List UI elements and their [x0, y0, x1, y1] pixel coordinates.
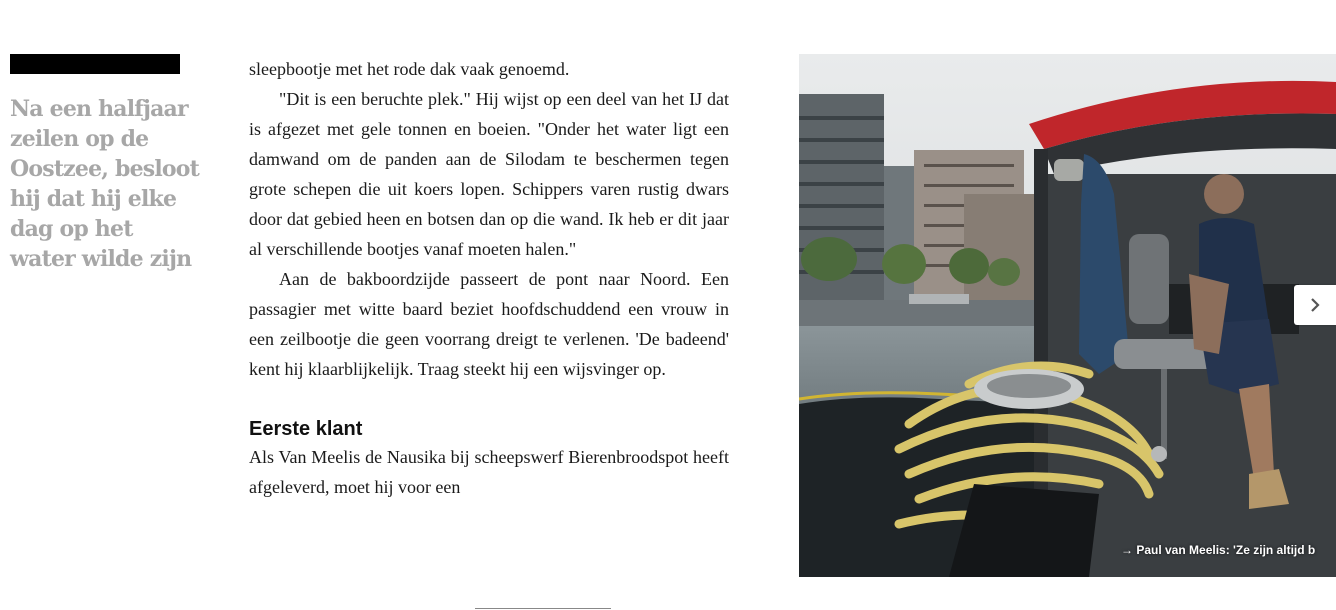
- subheading: Eerste klant: [249, 418, 363, 440]
- paragraph: Aan de bakboordzijde passeert de pont naar Noord. Een passagier met witte baard beziet hoofdschuddend een vrouw in een zeilbootje die geen voorrang dreigt te verlenen. 'De badeend' kent hij klaarblijkelijk. Traag steekt hij een wijsvinger op.: [249, 269, 729, 379]
- photo-slideshow[interactable]: [799, 54, 1336, 577]
- chevron-right-icon: [1308, 297, 1322, 313]
- divider: [475, 608, 611, 609]
- article-body: [249, 54, 729, 502]
- pullquote-bar: [10, 54, 180, 74]
- paragraph: "Dit is een beruchte plek." Hij wijst op een deel van het IJ dat is afgezet met gele tonnen en boeien. "Onder het water ligt een damwand om de panden aan de Silodam te beschermen tegen grote schepen die uit koers lopen. Schippers varen rustig dwars door dat gebied heen en botsen dan op die wand. Ik heb er dit jaar al verschillende bootjes vanaf moeten halen.": [249, 89, 729, 259]
- paragraph: sleepbootje met het rode dak vaak genoemd.: [249, 59, 570, 79]
- paragraph: Als Van Meelis de Nausika bij scheepswerf Bierenbroodspot heeft afgeleverd, moet hij voor een: [249, 447, 729, 497]
- next-photo-button[interactable]: [1294, 285, 1336, 325]
- boat-photo: [799, 54, 1336, 577]
- photo-caption: → Paul van Meelis: 'Ze zijn altijd b: [1121, 543, 1316, 557]
- pullquote: Na een halfjaar zeilen op de Oostzee, besloot hij dat hij elke dag op het water wilde zijn: [10, 96, 200, 272]
